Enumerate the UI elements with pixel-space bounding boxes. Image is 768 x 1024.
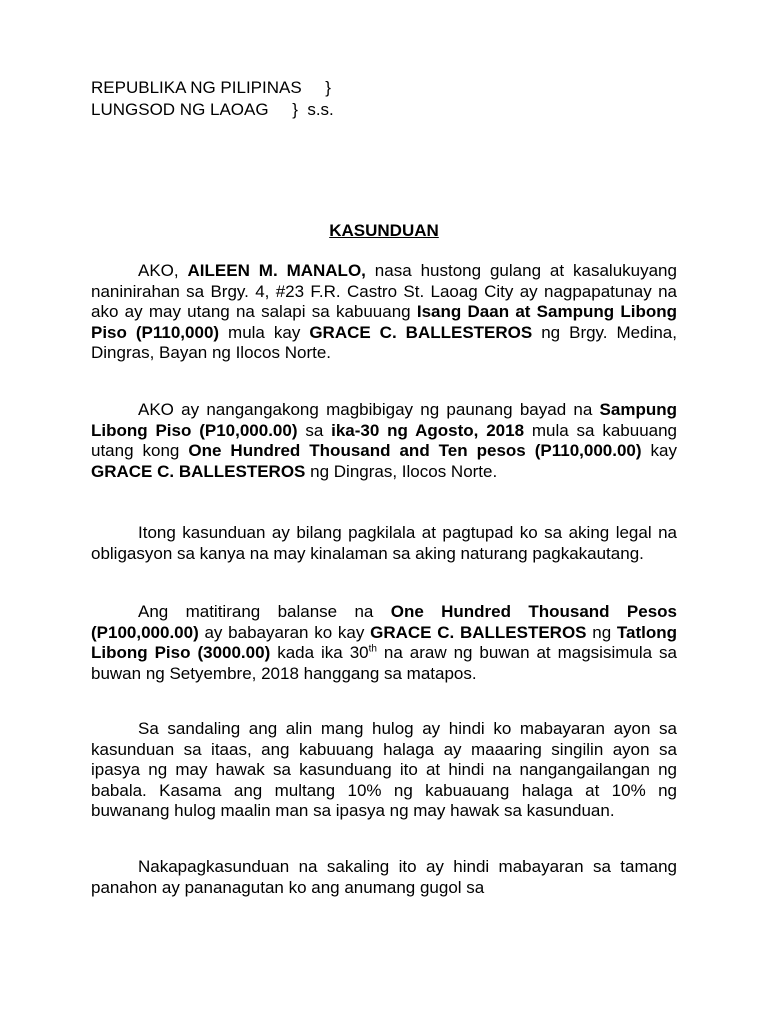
text-segment: na araw ng buwan at magsisimula sa buwan ng Setyembre, 2018 hanggang sa matapos. bbox=[91, 643, 677, 683]
document-title: KASUNDUAN bbox=[329, 221, 439, 240]
bold-segment: One Hundred Thousand Pesos (P100,000.00) bbox=[91, 602, 677, 642]
text-segment: ay babayaran ko kay bbox=[198, 622, 371, 642]
paragraph-2 bbox=[91, 400, 677, 482]
paragraph-6 bbox=[91, 857, 677, 898]
paragraph-4 bbox=[91, 602, 677, 684]
bold-segment: Sampung Libong Piso (P10,000.00) bbox=[91, 400, 677, 440]
bold-segment: AILEEN M. MANALO, bbox=[187, 261, 366, 280]
text-segment: Sa sandaling ang alin mang hulog ay hindi ko mabayaran ayon sa kasunduan sa itaas, ang kabuuang halaga ay maaaring singilin ayon sa ipasya ng may hawak sa kasunduang ito at hindi na nangangailangan ng babala. Kasama ang multang 10% ng kabuauang halaga at 10% ng buwanang hulog maalin man sa ipasya ng may hawak sa kasunduan. bbox=[91, 719, 677, 820]
paragraph-3 bbox=[91, 523, 677, 564]
caption-line-2: LUNGSOD NG LAOAG } s.s. bbox=[91, 100, 334, 119]
caption-line-1: REPUBLIKA NG PILIPINAS } bbox=[91, 78, 331, 97]
bold-segment: Tatlong Libong Piso (3000.00) bbox=[91, 622, 678, 662]
paragraph-1 bbox=[91, 261, 677, 364]
bold-segment: Isang Daan at Sampung Libong Piso (P110,000) bbox=[91, 302, 677, 342]
text-segment: nasa hustong gulang at kasalukuyang naninirahan sa Brgy. 4, #23 F.R. Castro St. Laoag City ay nagpapatunay na ako ay may utang na salapi sa kabuuang bbox=[91, 261, 677, 321]
text-segment: Itong kasunduan ay bilang pagkilala at pagtupad ko sa aking legal na obligasyon sa kanya na may kinalaman sa aking naturang pagkakautang. bbox=[91, 523, 677, 563]
bold-segment: GRACE C. BALLESTEROS bbox=[91, 461, 306, 481]
text-segment: kay bbox=[641, 441, 677, 460]
bold-segment: ika-30 ng Agosto, 2018 bbox=[331, 420, 525, 440]
text-segment: AKO, bbox=[138, 261, 188, 280]
bold-segment: GRACE C. BALLESTEROS bbox=[370, 622, 587, 642]
bold-segment: One Hundred Thousand and Ten pesos (P110,000.00) bbox=[188, 441, 642, 460]
paragraph-5 bbox=[91, 719, 677, 822]
text-segment: AKO ay nangangakong magbibigay ng paunang bayad na bbox=[138, 400, 600, 419]
text-segment: sa bbox=[297, 420, 332, 440]
text-segment: kada ika 30 bbox=[270, 643, 369, 662]
text-segment: Nakapagkasunduan na sakaling ito ay hindi mabayaran sa tamang panahon ay pananagutan ko ang anumang gugol sa bbox=[91, 857, 677, 897]
text-segment: ng bbox=[586, 622, 617, 642]
text-segment: mula sa kabuuang utang kong bbox=[91, 420, 678, 460]
text-segment: ng Brgy. Medina, Dingras, Bayan ng Ilocos Norte. bbox=[91, 322, 677, 362]
text-segment: mula kay bbox=[219, 322, 310, 342]
text-segment: Ang matitirang balanse na bbox=[138, 602, 391, 621]
text-segment: ng Dingras, Ilocos Norte. bbox=[305, 461, 498, 481]
superscript: th bbox=[368, 643, 377, 655]
bold-segment: GRACE C. BALLESTEROS bbox=[309, 322, 533, 342]
